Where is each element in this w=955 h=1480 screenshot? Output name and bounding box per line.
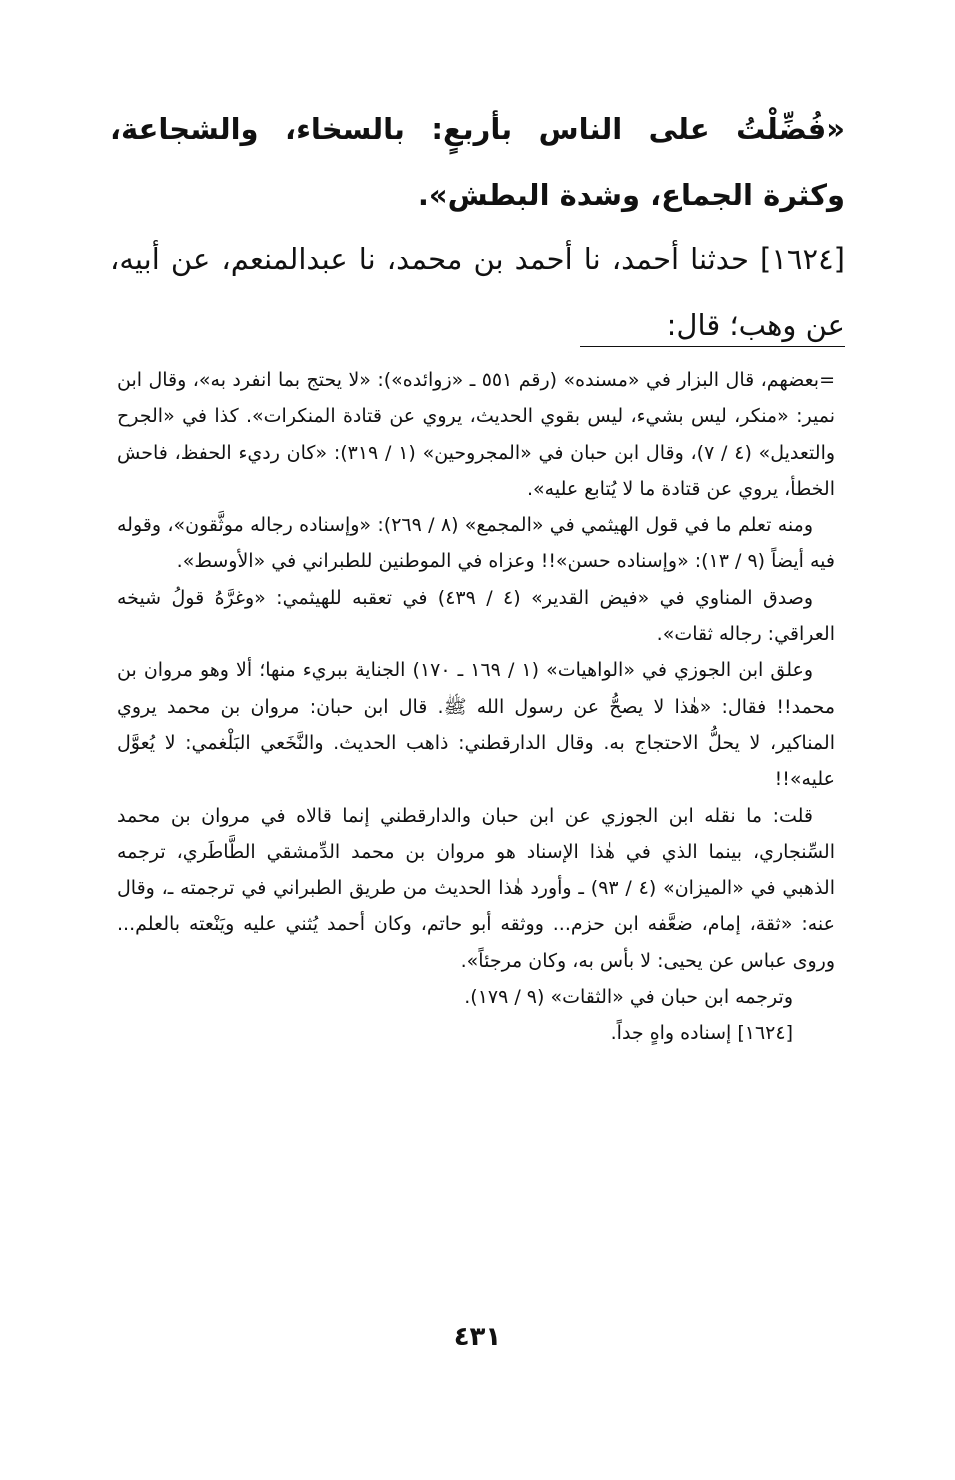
footnote-separator bbox=[580, 346, 845, 347]
footnote-paragraph: وصدق المناوي في «فيض القدير» (٤ / ٤٣٩) في تعقبه للهيثمي: «وغرَّهُ قولُ شيخه العراقي: رجاله ثقات». bbox=[117, 586, 835, 646]
page-number: ٤٣١ bbox=[453, 1322, 502, 1352]
footnote-paragraph: وعلق ابن الجوزي في «الواهيات» (١ / ١٦٩ ـ ١٧٠) الجناية ببريء منها؛ ألا وهو مروان بن محمد!! فقال: «هٰذا لا يصحُّ عن رسول الله ﷺ. قال ابن حبان: مروان بن محمد يروي المناكير، لا يحلُّ الاحتجاج به. وقال الدارقطني: ذاهب الحديث. والنَّخَعي البَلْغمي: لا يُعوَّل عليه»!! bbox=[117, 659, 835, 791]
hadith-text: «فُضِّلْتُ على الناس بأربعٍ: بالسخاء، والشجاعة، وكثرة الجماع، وشدة البطش». bbox=[110, 112, 845, 212]
footnote-paragraph: ومنه تعلم ما في قول الهيثمي في «المجمع» (٨ / ٢٦٩): «وإسناده رجاله موثَّقون»، وقوله فيه أيضاً (٩ / ١٣): «وإسناده حسن»!! وعزاه في الموطنين للطبراني في «الأوسط». bbox=[117, 514, 835, 573]
isnad-text: [١٦٢٤] حدثنا أحمد، نا أحمد بن محمد، نا عبدالمنعم، عن أبيه، عن وهب؛ قال: bbox=[110, 242, 845, 342]
footnote-paragraph: =بعضهم، قال البزار في «مسنده» (رقم ٥٥١ ـ «زوائده»): «لا يحتج بما انفرد به»، وقال ابن نمير: «منكر، ليس بشيء، ليس بقوي الحديث، يروي عن قتادة المنكرات». كذا في «الجرح والتعديل» (٤ / ٧)، وقال ابن حبان في «المجروحين» (١ / ٣١٩): «كان رديء الحفظ، فاحش الخطأ، يروي عن قتادة ما لا يُتابع عليه». bbox=[117, 369, 836, 500]
footnote-paragraph: وترجمه ابن حبان في «الثقات» (٩ / ١٧٩). bbox=[464, 986, 793, 1009]
footnote-paragraph: قلت: ما نقله ابن الجوزي عن ابن حبان والدارقطني إنما قالاه في مروان بن محمد السِّنجاري، بينما الذي في هٰذا الإسناد هو مروان بن محمد الدِّمشقي الطَّاطَري، ترجمه الذهبي في «الميزان» (٤ / ٩٣) ـ وأورد هٰذا الحديث من طريق الطبراني في ترجمته ـ، وقال عنه: «ثقة، إمام، ضعَّفه ابن حزم... ووثقه أبو حاتم، وكان أحمد يُثني عليه ويَنْعته بالعلم... وروى عباس عن يحيى: لا بأس به، وكان مرجئاً». bbox=[117, 804, 835, 972]
footnotes bbox=[117, 362, 835, 1052]
footnote-paragraph: [١٦٢٤] إسناده واهٍ جداً. bbox=[610, 1022, 793, 1045]
